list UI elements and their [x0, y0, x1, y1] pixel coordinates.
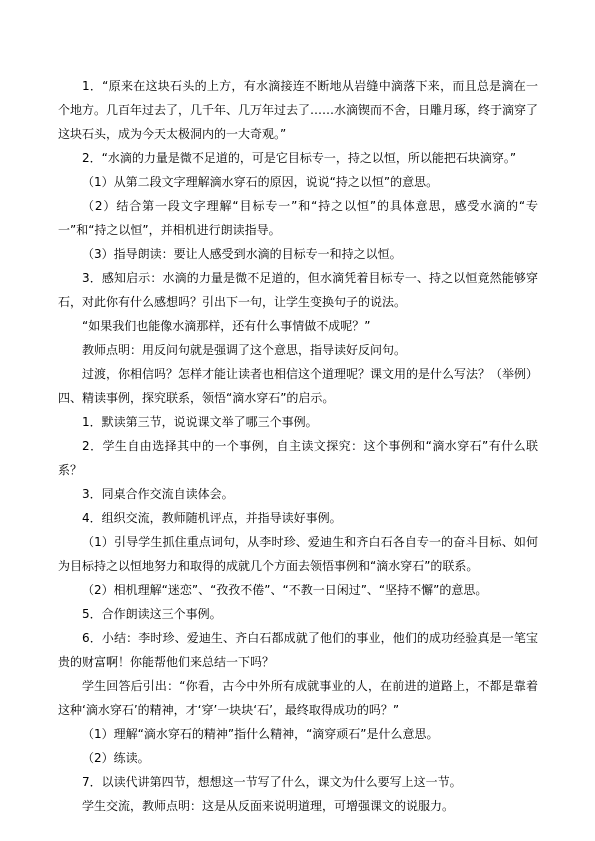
paragraph: 四、精读事例，探究联系，领悟“滴水穿石”的启示。 [58, 391, 335, 405]
paragraph: 2．“水滴的力量是微不足道的，可是它目标专一，持之以恒，所以能把石块滴穿。” [82, 151, 517, 165]
paragraph: （2）相机理解“迷恋”、“孜孜不倦”、“不教一日闲过”、“坚持不懈”的意思。 [82, 583, 488, 597]
paragraph: 4．组织交流，教师随机评点，并指导读好事例。 [82, 511, 342, 525]
paragraph: 学生回答后引出：“你看，古今中外所有成就事业的人，在前进的道路上，不都是靠着这种‘滴水穿石’的精神，才‘穿’一块块‘石’，最终取得成功的吗？” [58, 679, 538, 717]
paragraph: “如果我们也能像水滴那样，还有什么事情做不成呢？” [82, 319, 371, 333]
paragraph: 3．同桌合作交流自读体会。 [82, 487, 234, 501]
paragraph: 7．以读代讲第四节，想想这一节写了什么，课文为什么要写上这一节。 [82, 775, 462, 789]
paragraph: 学生交流，教师点明：这是从反面来说明道理，可增强课文的说服力。 [82, 799, 455, 813]
document-body [58, 74, 538, 818]
paragraph: 1．“原来在这块石头的上方，有水滴接连不断地从岩缝中滴落下来，而且总是滴在一个地方。几百年过去了，几千年、几万年过去了……水滴锲而不舍，日雕月琢，终于滴穿了这块石头，成为今天太极洞内的一大奇观。” [58, 79, 539, 141]
paragraph: 6．小结：李时珍、爱迪生、齐白石都成就了他们的事业，他们的成功经验真是一笔宝贵的财富啊！你能帮他们来总结一下吗？ [58, 631, 538, 669]
paragraph: 2．学生自由选择其中的一个事例，自主读文探究：这个事例和“滴水穿石”有什么联系？ [58, 439, 538, 477]
paragraph: 3．感知启示：水滴的力量是微不足道的，但水滴凭着目标专一、持之以恒竟然能够穿石，对此你有什么感想吗？引出下一句，让学生变换句子的说法。 [58, 271, 538, 309]
paragraph: 教师点明：用反问句就是强调了这个意思，指导读好反问句。 [82, 343, 407, 357]
paragraph: （2）练读。 [82, 751, 150, 765]
paragraph: 5．合作朗读这三个事例。 [82, 607, 222, 621]
paragraph: （3）指导朗读：要让人感受到水滴的目标专一和持之以恒。 [82, 247, 402, 261]
paragraph: （1）引导学生抓住重点词句，从李时珍、爱迪生和齐白石各自专一的奋斗目标、如何为目标持之以恒地努力和取得的成就几个方面去领悟事例和“滴水穿石”的联系。 [58, 535, 538, 573]
paragraph: （2）结合第一段文字理解“目标专一”和“持之以恒”的具体意思，感受水滴的“专一”和“持之以恒”，并相机进行朗读指导。 [58, 199, 538, 237]
paragraph: 过渡，你相信吗？怎样才能让读者也相信这个道理呢？课文用的是什么写法？（举例） [82, 367, 539, 381]
paragraph: 1．默读第三节，说说课文举了哪三个事例。 [82, 415, 318, 429]
paragraph: （1）理解“滴水穿石的精神”指什么精神，“滴穿顽石”是什么意思。 [82, 727, 439, 741]
paragraph: （1）从第二段文字理解滴水穿石的原因，说说“持之以恒”的意思。 [82, 175, 439, 189]
